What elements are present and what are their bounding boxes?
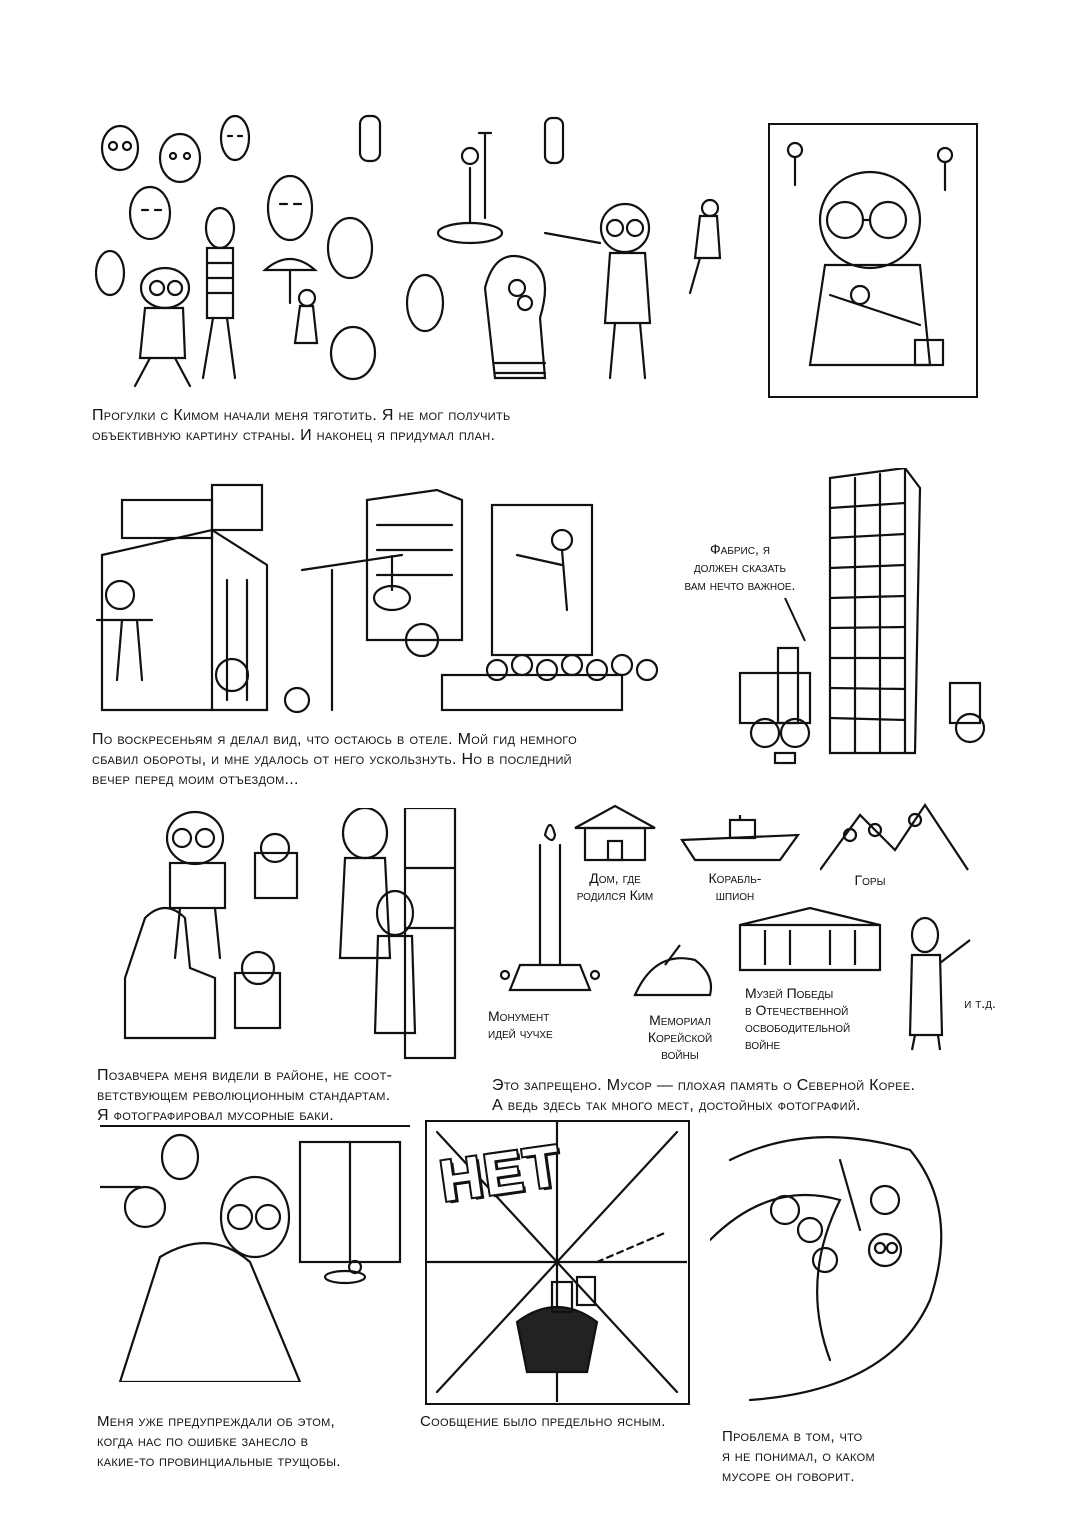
bar-scene-art — [120, 808, 460, 1063]
row2-city-art — [92, 470, 677, 725]
sight-house-label: Дом, где родился Ким — [576, 870, 654, 903]
museum-art — [735, 905, 885, 975]
memorial-art — [625, 940, 720, 1005]
row1-framed-panel — [768, 123, 978, 398]
grid-tower-art — [720, 468, 1000, 768]
speech-balloon: Фабрис, я должен сказать вам нечто важное. — [684, 541, 796, 593]
row3-caption-left: Позавчера меня видели в районе, не соот- ветствующем революционным стандартам. Я фотографировал мусорные баки. — [97, 1067, 393, 1124]
no-sfx-text: НЕТ — [436, 1132, 566, 1215]
row4-caption-left: Меня уже предупреждали об этом, когда нас по ошибке занесло в какие-то провинциальные трущобы. — [97, 1413, 341, 1470]
row4-caption-right: Проблема в том, что я не понимал, о каком мусоре он говорит. — [722, 1428, 875, 1485]
row4-caption-middle: Сообщение было предельно ясным. — [420, 1413, 666, 1430]
sight-monument-label: Монумент идей чучхе — [488, 1008, 553, 1041]
sight-memorial-label: Мемориал Корейской войны — [647, 1012, 713, 1062]
row3-caption-right: Это запрещено. Мусор — плохая память о Северной Корее. А ведь здесь так много мест, достойных фотографий. — [492, 1077, 916, 1114]
sight-museum-label: Музей Победы в Отечественной освободительной войне — [745, 985, 851, 1052]
row1-caption: Прогулки с Кимом начали меня тяготить. Я не мог получить объективную картину страны. И наконец я придумал план. — [92, 407, 511, 444]
sight-etc-label: и т.д. — [964, 995, 996, 1011]
mountains-art — [820, 800, 970, 875]
row4-panel-left — [100, 1125, 410, 1385]
sight-ship-label: Корабль- шпион — [708, 870, 762, 903]
sight-mountains-label: Горы — [854, 872, 886, 888]
row1-crowd-art — [95, 108, 755, 398]
row4-panel-right — [710, 1120, 965, 1405]
house-art — [570, 803, 660, 863]
pointing-guide-art — [900, 915, 975, 1055]
row2-caption: По воскресеньям я делал вид, что остаюсь в отеле. Мой гид немного сбавил обороты, и мне удалось от него ускользнуть. Но в последний вечер перед моим отъездом... — [92, 731, 577, 788]
ship-art — [680, 815, 800, 865]
